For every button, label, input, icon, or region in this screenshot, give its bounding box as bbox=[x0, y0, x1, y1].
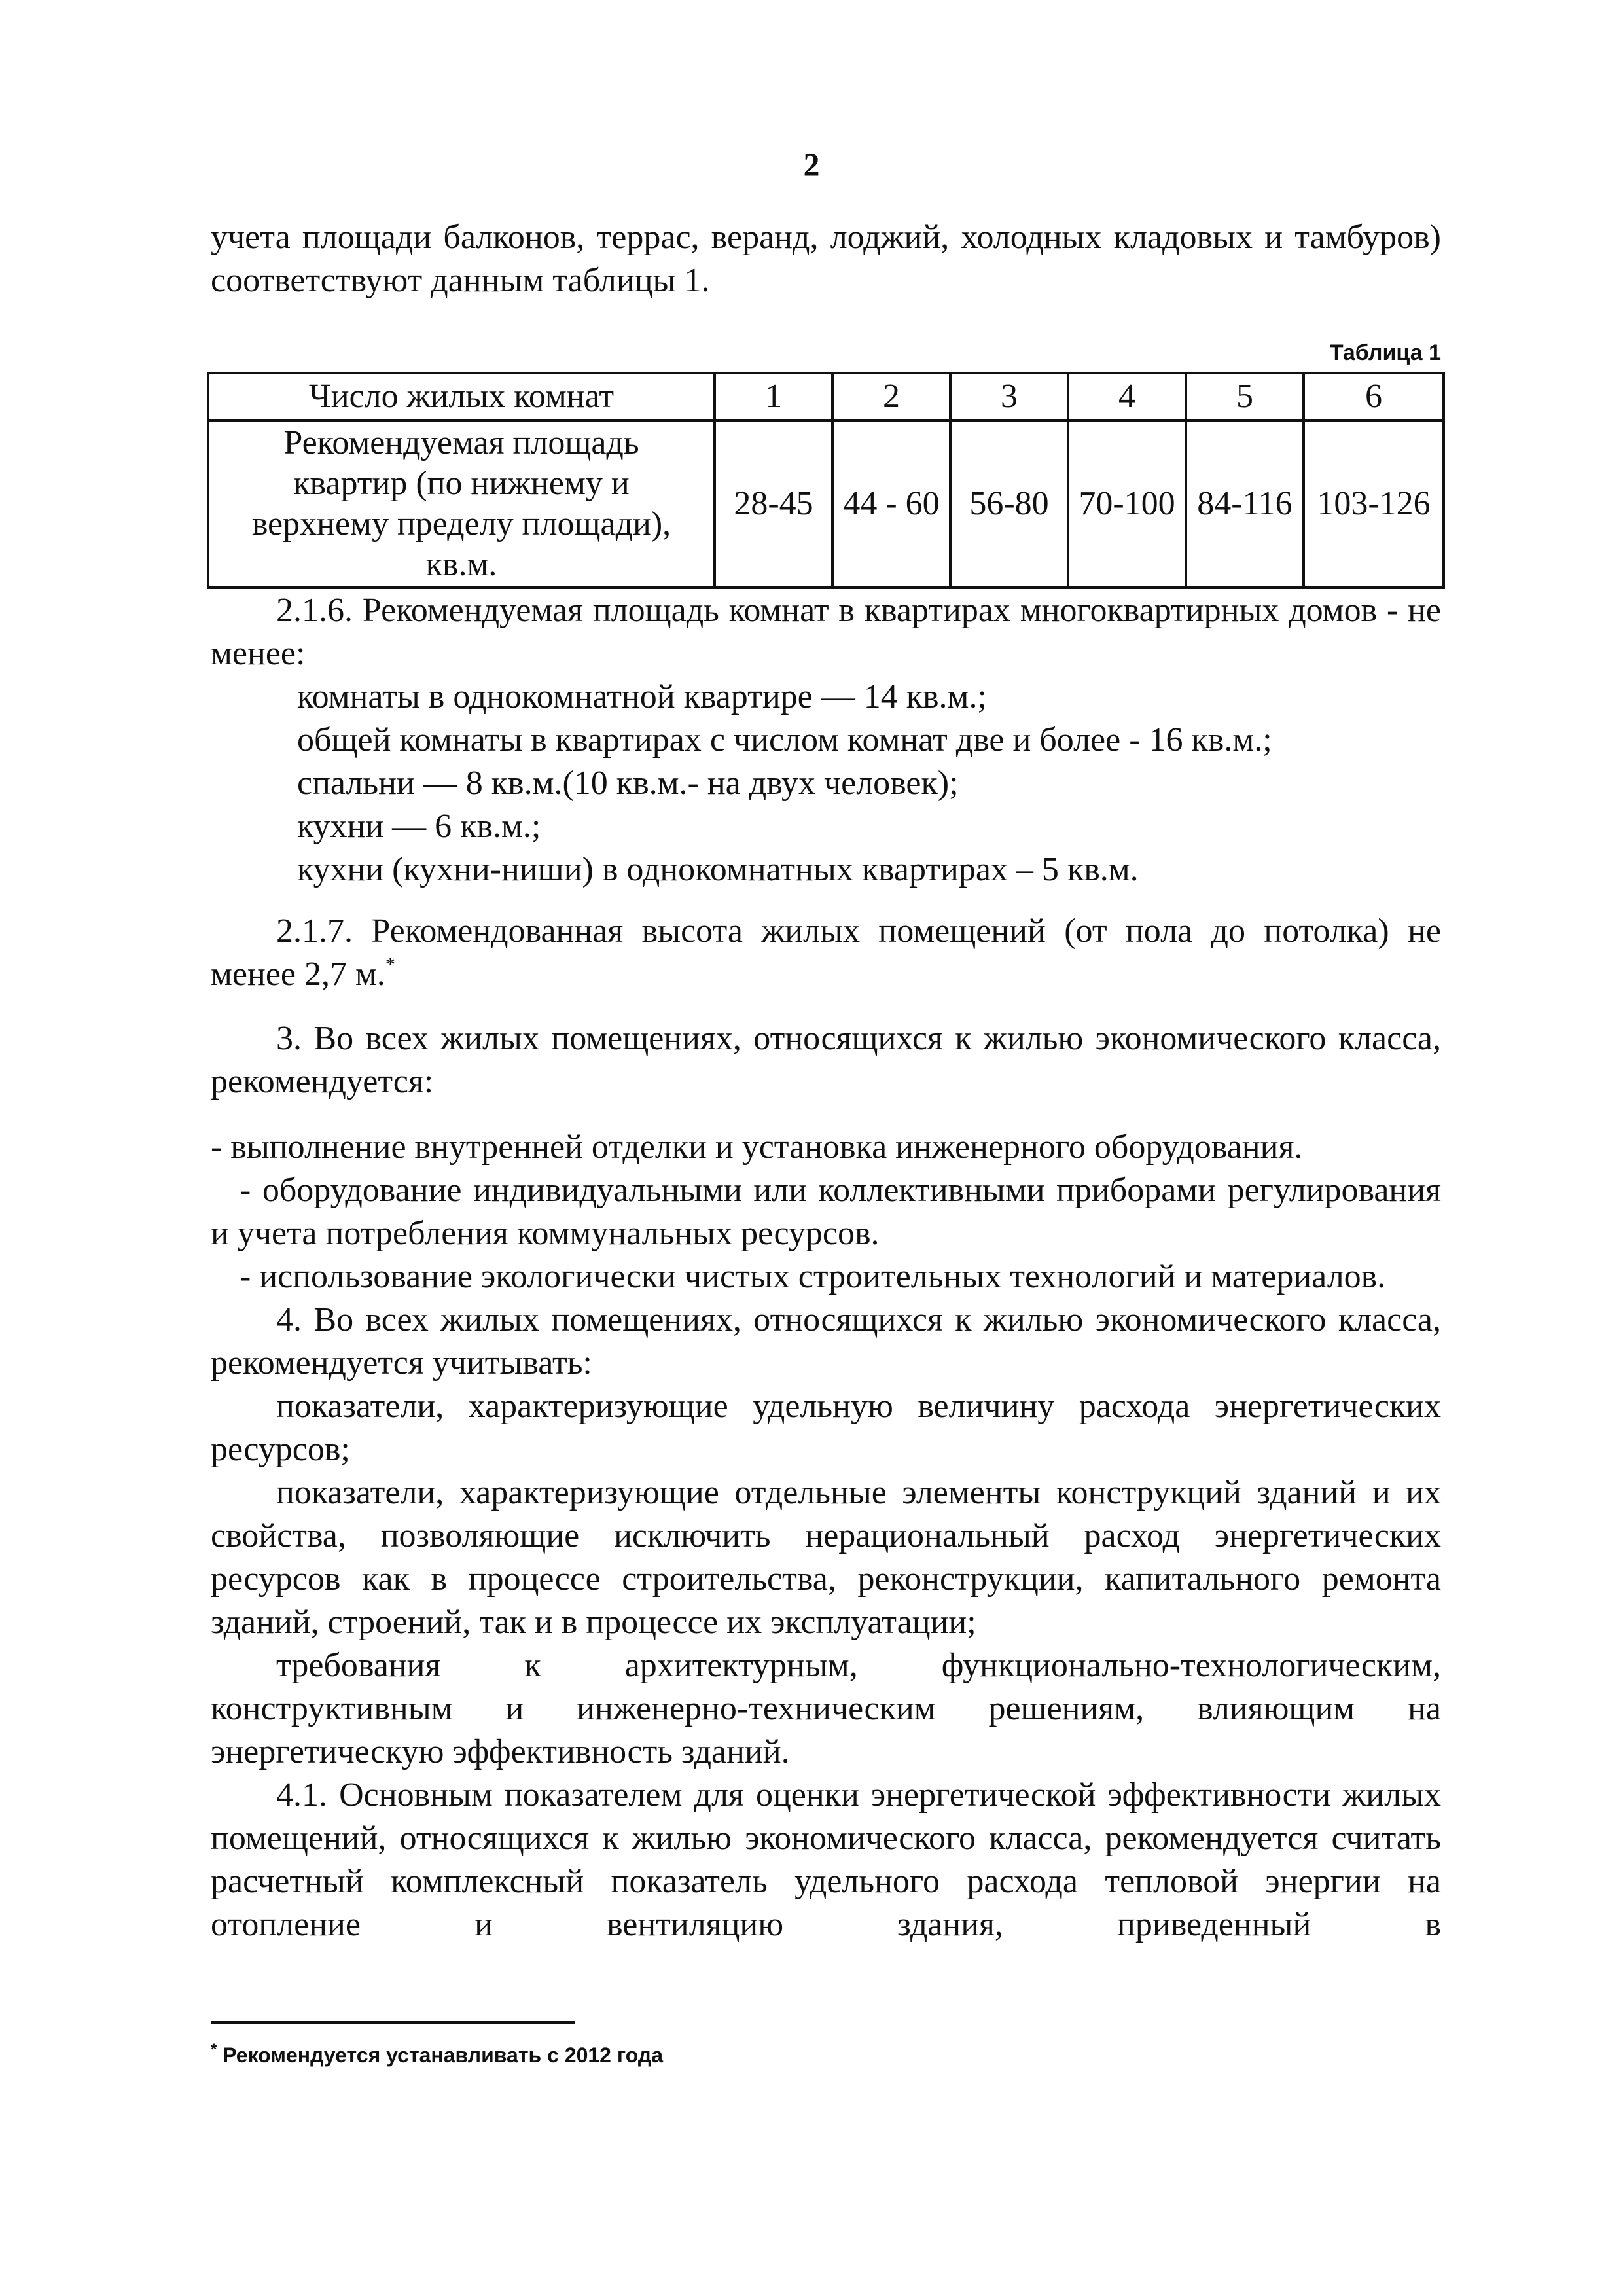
rooms-cell: 4 bbox=[1068, 373, 1186, 420]
page-number: 2 bbox=[803, 146, 820, 183]
area-cell: 70-100 bbox=[1068, 420, 1186, 588]
footnote bbox=[211, 2041, 1441, 2068]
list-item: - оборудование индивидуальными или коллективными приборами регулирования и учета потребления коммунальных ресурсов. bbox=[211, 1172, 1441, 1252]
rooms-cell: 6 bbox=[1304, 373, 1444, 420]
list-item: комнаты в однокомнатной квартире — 14 кв.м.; bbox=[297, 678, 987, 715]
paragraph-4: 4. Во всех жилых помещениях, относящихся к жилью экономического класса, рекомендуется учитывать: bbox=[211, 1301, 1441, 1382]
area-cell: 84-116 bbox=[1186, 420, 1304, 588]
area-cell: 103-126 bbox=[1304, 420, 1444, 588]
list-item: требования к архитектурным, функционально-технологическим, конструктивным и инженерно-техническим решениям, влияющим на энергетическую эффективность зданий. bbox=[211, 1647, 1441, 1770]
row-label-cell: Рекомендуемая площадь квартир (по нижнему и верхнему пределу площади), кв.м. bbox=[208, 420, 715, 588]
header-label-cell: Число жилых комнат bbox=[208, 373, 715, 420]
footnote-mark: * bbox=[211, 2041, 217, 2058]
list-item: спальни — 8 кв.м.(10 кв.м.- на двух человек); bbox=[297, 764, 959, 802]
paragraph-2-1-6: 2.1.6. Рекомендуемая площадь комнат в квартирах многоквартирных домов - не менее: bbox=[211, 592, 1441, 672]
paragraph-2-1-7 bbox=[211, 910, 1441, 996]
document-body bbox=[211, 216, 1441, 1946]
footnote-reference: * bbox=[385, 954, 395, 975]
rooms-cell: 5 bbox=[1186, 373, 1304, 420]
rooms-cell: 2 bbox=[832, 373, 950, 420]
footnote-divider bbox=[211, 2021, 575, 2024]
intro-paragraph: учета площади балконов, террас, веранд, лоджий, холодных кладовых и тамбуров) соответствуют данным таблицы 1. bbox=[211, 219, 1441, 299]
paragraph-3: 3. Во всех жилых помещениях, относящихся к жилью экономического класса, рекомендуется: bbox=[211, 1020, 1441, 1100]
area-cell: 44 - 60 bbox=[832, 420, 950, 588]
footnote-text: Рекомендуется устанавливать с 2012 года bbox=[223, 2043, 663, 2067]
rooms-cell: 1 bbox=[715, 373, 832, 420]
paragraph-2-1-7-text: 2.1.7. Рекомендованная высота жилых помещений (от пола до потолка) не менее 2,7 м. bbox=[211, 912, 1441, 993]
list-item: - использование экологически чистых строительных технологий и материалов. bbox=[240, 1258, 1386, 1295]
list-item: общей комнаты в квартирах с числом комнат две и более - 16 кв.м.; bbox=[297, 721, 1272, 759]
list-item: кухни (кухни-ниши) в однокомнатных квартирах – 5 кв.м. bbox=[297, 851, 1139, 888]
list-item: кухни — 6 кв.м.; bbox=[297, 808, 541, 845]
list-item: показатели, характеризующие удельную величину расхода энергетических ресурсов; bbox=[211, 1388, 1441, 1468]
list-item: показатели, характеризующие отдельные элементы конструкций зданий и их свойства, позволяющие исключить нерациональный расход энергетических ресурсов как в процессе строительства, реконструкции, капитального ремонта зданий, строений, так и в процессе их эксплуатации; bbox=[211, 1474, 1441, 1641]
rooms-cell: 3 bbox=[950, 373, 1068, 420]
list-item: - выполнение внутренней отделки и установка инженерного оборудования. bbox=[211, 1128, 1303, 1166]
area-cell: 28-45 bbox=[715, 420, 832, 588]
area-cell: 56-80 bbox=[950, 420, 1068, 588]
table-spacer bbox=[211, 302, 1441, 569]
paragraph-4-1: 4.1. Основным показателем для оценки энергетической эффективности жилых помещений, относящихся к жилью экономического класса, рекомендуется считать расчетный комплексный показатель удельного расхода тепловой энергии на отопление и вентиляцию здания, приведенный в bbox=[211, 1776, 1441, 1943]
table-caption: Таблица 1 bbox=[1329, 340, 1441, 365]
